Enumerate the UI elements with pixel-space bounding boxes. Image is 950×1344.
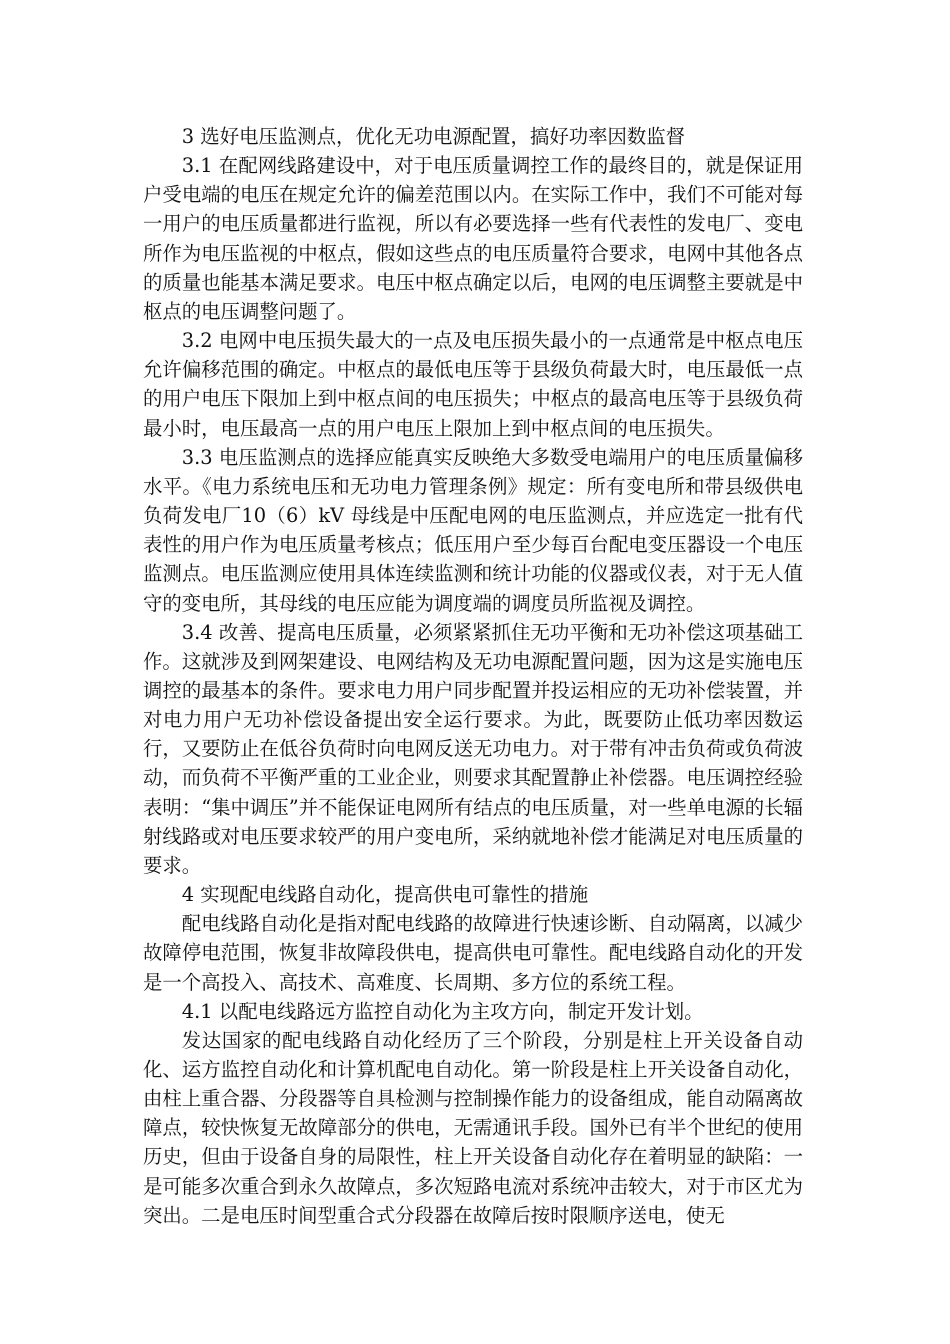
paragraph-4-1-body: 发达国家的配电线路自动化经历了三个阶段，分别是柱上开关设备自动化、运方监控自动化和计算机配电自动化。第一阶段是柱上开关设备自动化，由柱上重合器、分段器等自具检测与控制操作能力的设备组成，能自动隔离故障点，较快恢复无故障部分的供电，无需通讯手段。国外已有半个世纪的使用历史，但由于设备自身的局限性，柱上开关设备自动化存在着明显的缺陷：一是可能多次重合到永久故障点，多次短路电流对系统冲击较大，对于市区尤为突出。二是电压时间型重合式分段器在故障后按时限顺序送电，使无: [143, 1028, 803, 1227]
section-3-heading: 3 选好电压监测点，优化无功电源配置，搞好功率因数监督: [181, 125, 686, 148]
paragraph-4-1: 4.1 以配电线路远方监控自动化为主攻方向，制定开发计划。: [181, 999, 704, 1023]
paragraph-3-3: 3.3 电压监测点的选择应能真实反映绝大多数受电端用户的电压质量偏移水平。《电力系统电压和无功电力管理条例》规定：所有变电所和带县级供电负荷发电厂10（6）kV 母线是中压配电网的电压监测点，并应选定一批有代表性的用户作为电压质量考核点；低压用户至少每百台配电变压器设一个电压监测点。电压监测应使用具体连续监测和统计功能的仪器或仪表，对于无人值守的变电所，其母线的电压应能为调度端的调度员所监视及调控。: [143, 445, 803, 615]
paragraph-4-intro: 配电线路自动化是指对配电线路的故障进行快速诊断、自动隔离，以减少故障停电范围，恢复非故障段供电，提高供电可靠性。配电线路自动化的开发是一个高投入、高技术、高难度、长周期、多方位的系统工程。: [143, 912, 803, 994]
paragraph-3-2: 3.2 电网中电压损失最大的一点及电压损失最小的一点通常是中枢点电压允许偏移范围的确定。中枢点的最低电压等于县级负荷最大时，电压最低一点的用户电压下限加上到中枢点间的电压损失；中枢点的最高电压等于县级负荷最小时，电压最高一点的用户电压上限加上到中枢点间的电压损失。: [143, 329, 803, 440]
paragraph-3-4: 3.4 改善、提高电压质量，必须紧紧抓住无功平衡和无功补偿这项基础工作。这就涉及到网架建设、电网结构及无功电源配置问题，因为这是实施电压调控的最基本的条件。要求电力用户同步配置并投运相应的无功补偿装置，并对电力用户无功补偿设备提出安全运行要求。为此，既要防止低功率因数运行，又要防止在低谷负荷时向电网反送无功电力。对于带有冲击负荷或负荷波动，而负荷不平衡严重的工业企业，则要求其配置静止补偿器。电压调控经验表明：“集中调压”并不能保证电网所有结点的电压质量，对一些单电源的长辐射线路或对电压要求较严的用户变电所，采纳就地补偿才能满足对电压质量的要求。: [143, 620, 803, 877]
section-4-heading: 4 实现配电线路自动化，提高供电可靠性的措施: [181, 883, 589, 907]
document-body: [143, 122, 803, 1230]
paragraph-3-1: 3.1 在配网线路建设中，对于电压质量调控工作的最终目的，就是保证用户受电端的电压在规定允许的偏差范围以内。在实际工作中，我们不可能对每一用户的电压质量都进行监视，所以有必要选择一些有代表性的发电厂、变电所作为电压监视的中枢点，假如这些点的电压质量符合要求，电网中其他各点的质量也能基本满足要求。电压中枢点确定以后，电网的电压调整主要就是中枢点的电压调整问题了。: [143, 154, 803, 323]
